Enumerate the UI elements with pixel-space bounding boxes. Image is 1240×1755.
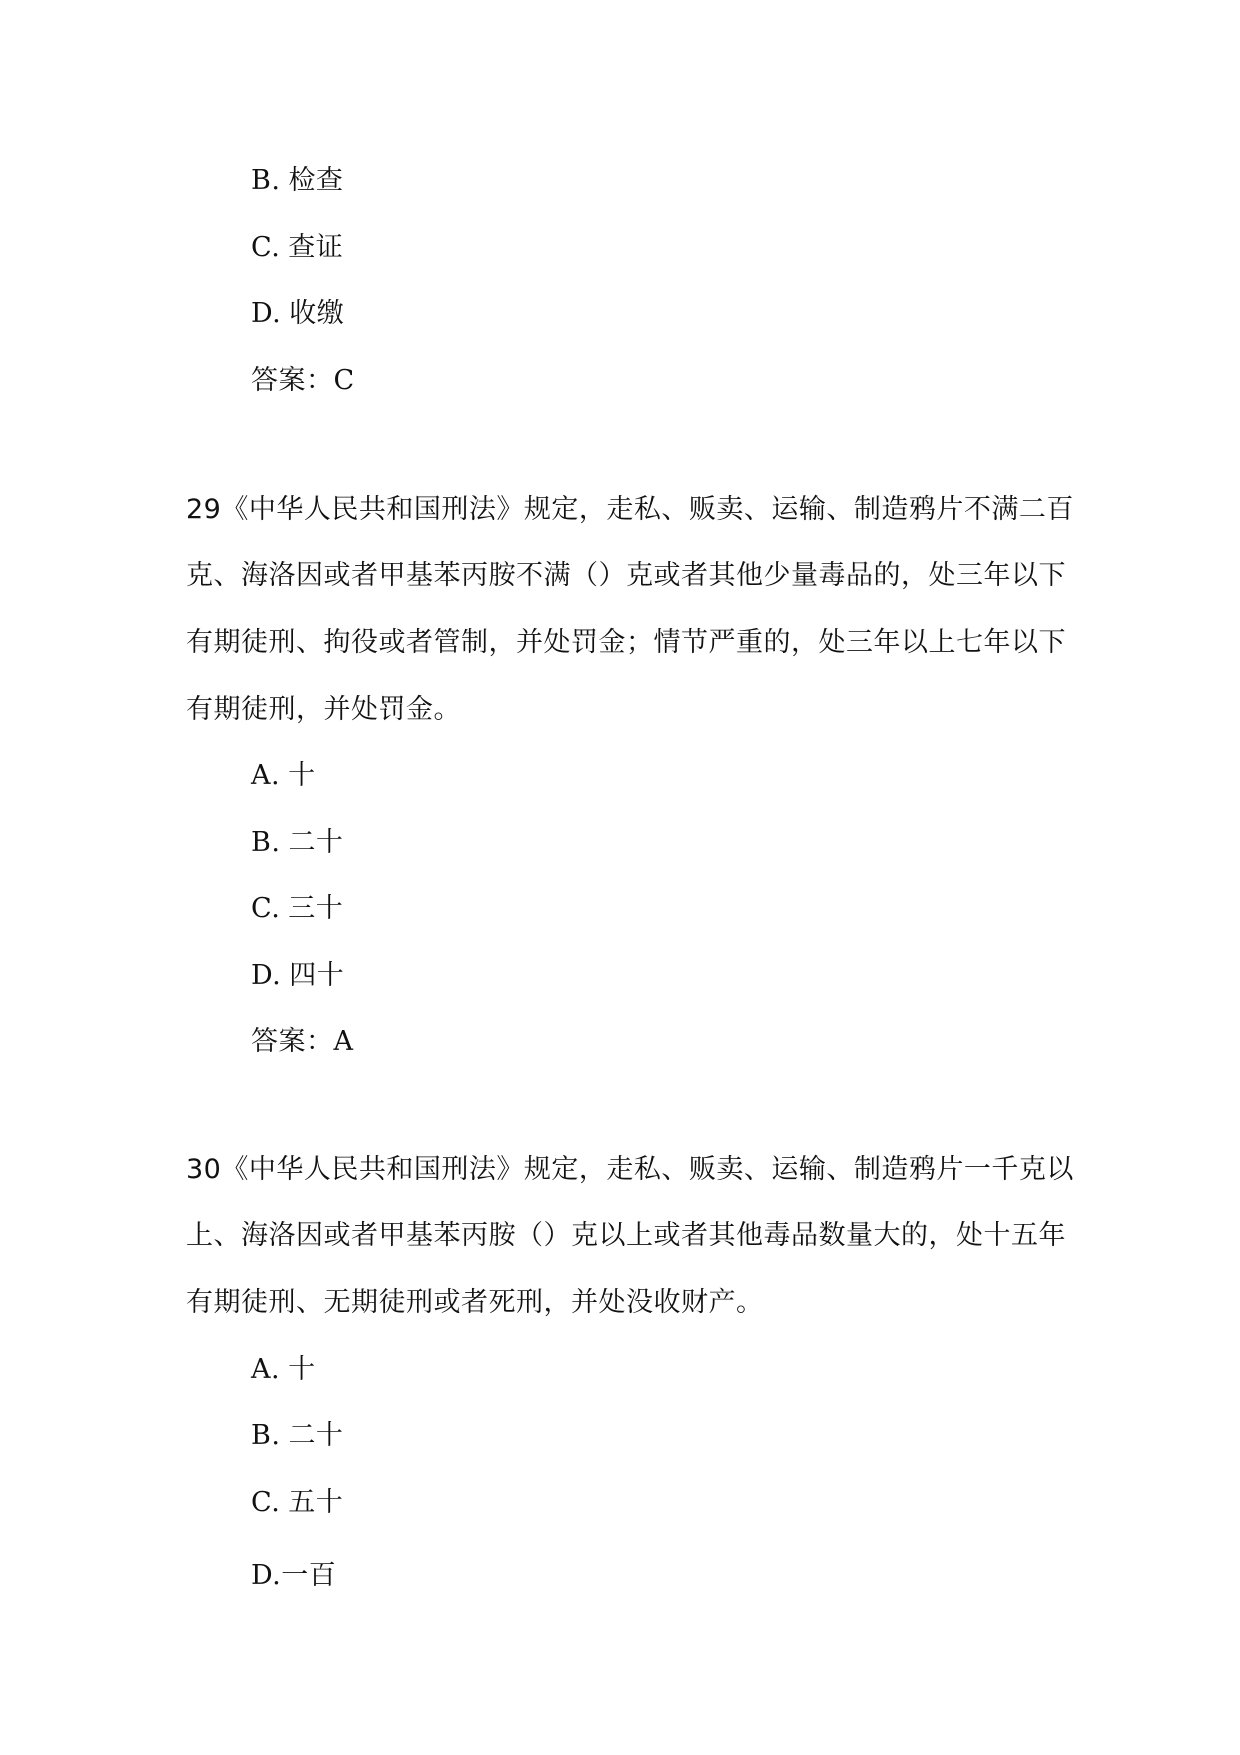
option-letter: B. <box>251 1420 281 1451</box>
option-letter: B. <box>251 165 281 196</box>
q28-option-d <box>251 296 344 332</box>
option-text: 查证 <box>288 232 344 263</box>
option-letter: A. <box>251 1354 281 1385</box>
q30-text-line-2: 上、海洛因或者甲基苯丙胺（）克以上或者其他毒品数量大的，处十五年 <box>186 1220 1066 1251</box>
q30-option-d <box>251 1558 336 1594</box>
option-letter: D. <box>251 960 282 991</box>
q28-option-b <box>251 163 343 199</box>
option-letter: D. <box>251 1560 282 1591</box>
q30-text-line-1: 30《中华人民共和国刑法》规定，走私、贩卖、运输、制造鸦片一千克以 <box>186 1154 1074 1185</box>
q29-option-b <box>251 825 343 861</box>
option-text: 十 <box>288 1354 316 1385</box>
option-text: 四十 <box>289 960 345 991</box>
q29-text-line-4: 有期徒刑，并处罚金。 <box>186 694 461 725</box>
option-text: 检查 <box>288 165 344 196</box>
answer-value: C <box>333 365 355 396</box>
option-letter: A. <box>251 760 281 791</box>
q29-option-c <box>251 891 343 927</box>
option-text: 收缴 <box>289 298 345 329</box>
option-letter: B. <box>251 827 281 858</box>
q29-text-line-3: 有期徒刑、拘役或者管制，并处罚金；情节严重的，处三年以上七年以下 <box>186 627 1066 658</box>
q30-text-line-3: 有期徒刑、无期徒刑或者死刑，并处没收财产。 <box>186 1287 764 1318</box>
q30-option-b <box>251 1418 343 1454</box>
option-letter: C. <box>251 1487 281 1518</box>
q30-option-a <box>251 1352 316 1388</box>
option-text: 一百 <box>281 1560 337 1591</box>
answer-label: 答案： <box>251 365 334 396</box>
option-text: 三十 <box>288 893 344 924</box>
q29-text-line-2: 克、海洛因或者甲基苯丙胺不满（）克或者其他少量毒品的，处三年以下 <box>186 560 1066 591</box>
answer-value: A <box>333 1026 354 1057</box>
option-letter: C. <box>251 893 281 924</box>
option-text: 十 <box>288 760 316 791</box>
option-text: 二十 <box>288 827 344 858</box>
q30-option-c <box>251 1485 343 1521</box>
q29-answer <box>251 1024 354 1060</box>
option-text: 二十 <box>288 1420 344 1451</box>
option-text: 五十 <box>288 1487 344 1518</box>
q29-text-line-1: 29《中华人民共和国刑法》规定，走私、贩卖、运输、制造鸦片不满二百 <box>186 494 1074 525</box>
q28-answer <box>251 363 355 399</box>
q29-option-d <box>251 958 344 994</box>
q29-option-a <box>251 758 316 794</box>
option-letter: D. <box>251 298 282 329</box>
option-letter: C. <box>251 232 281 263</box>
answer-label: 答案： <box>251 1026 334 1057</box>
q28-option-c <box>251 230 343 266</box>
